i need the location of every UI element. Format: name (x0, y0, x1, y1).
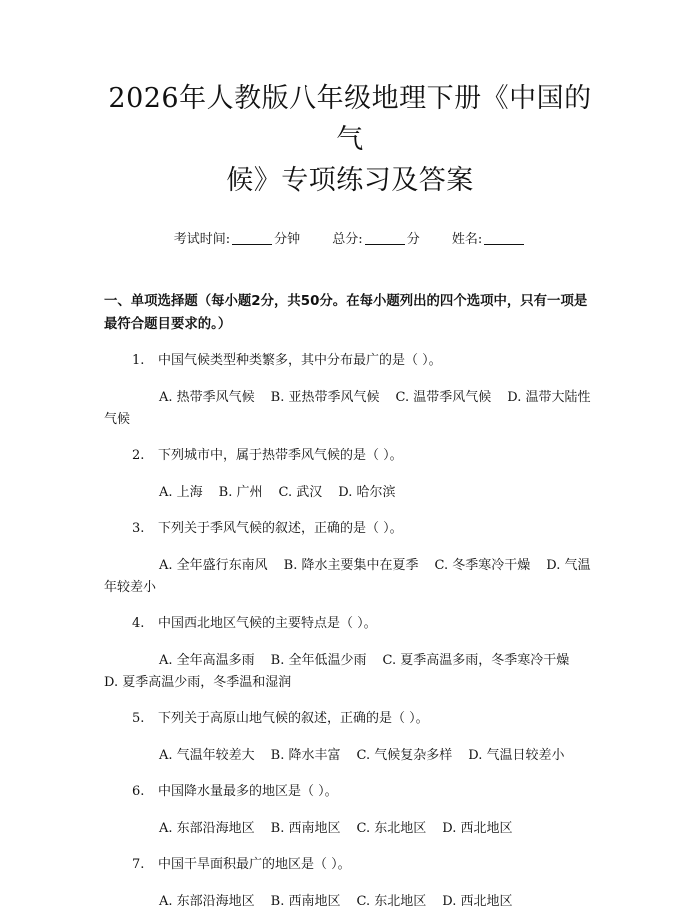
option-b: B. 降水丰富 (270, 748, 341, 763)
question-number: 1. (132, 353, 145, 368)
option-d: D. 西北地区 (442, 821, 513, 836)
question-number: 3. (132, 521, 145, 536)
question-item (104, 613, 596, 694)
question-options (104, 650, 596, 694)
question-stem (104, 445, 596, 467)
option-b: B. 西南地区 (270, 821, 341, 836)
option-b: B. 全年低温少雨 (270, 653, 367, 668)
question-number: 7. (132, 857, 145, 872)
option-d: D. 气温年较差小 (104, 558, 591, 595)
question-item (104, 854, 596, 913)
option-c: C. 气候复杂多样 (356, 748, 453, 763)
option-a: A. 气温年较差大 (159, 748, 255, 763)
option-a: A. 上海 (159, 485, 203, 500)
option-c: C. 夏季高温多雨，冬季寒冷干燥 (382, 653, 570, 668)
option-c: C. 东北地区 (356, 894, 427, 909)
question-item (104, 518, 596, 599)
student-name (452, 228, 526, 247)
question-options (104, 555, 596, 599)
option-d: D. 夏季高温少雨，冬季温和湿润 (104, 675, 292, 690)
name-blank (484, 232, 524, 245)
question-options (104, 891, 596, 913)
option-b: B. 西南地区 (270, 894, 341, 909)
question-text: 中国干旱面积最广的地区是（ ）。 (158, 857, 351, 872)
question-stem (104, 613, 596, 635)
question-text: 下列关于季风气候的叙述，正确的是（ ）。 (158, 521, 403, 536)
time-unit: 分钟 (274, 232, 301, 247)
question-item (104, 708, 596, 767)
option-d: D. 温带大陆性气候 (104, 390, 591, 427)
question-item (104, 350, 596, 431)
question-options (104, 387, 596, 431)
question-text: 中国西北地区气候的主要特点是（ ）。 (158, 616, 377, 631)
question-stem (104, 350, 596, 372)
time-label: 考试时间: (173, 232, 231, 247)
question-stem (104, 854, 596, 876)
option-d: D. 西北地区 (442, 894, 513, 909)
option-b: B. 广州 (218, 485, 263, 500)
title-line-1: 2026年人教版八年级地理下册《中国的气 (108, 83, 592, 155)
question-stem (104, 781, 596, 803)
option-a: A. 东部沿海地区 (159, 894, 255, 909)
question-number: 4. (132, 616, 145, 631)
score-blank (365, 232, 405, 245)
option-a: A. 全年高温多雨 (159, 653, 255, 668)
option-a: A. 全年盛行东南风 (159, 558, 268, 573)
question-options (104, 482, 596, 504)
question-text: 下列关于高原山地气候的叙述，正确的是（ ）。 (158, 711, 429, 726)
option-c: C. 温带季风气候 (395, 390, 492, 405)
exam-score (332, 228, 419, 247)
question-list (104, 350, 596, 913)
question-number: 6. (132, 784, 145, 799)
question-item (104, 781, 596, 840)
option-b: B. 降水主要集中在夏季 (283, 558, 419, 573)
option-d: D. 气温日较差小 (468, 748, 565, 763)
option-b: B. 亚热带季风气候 (270, 390, 380, 405)
exam-meta (104, 228, 596, 247)
option-c: C. 武汉 (278, 485, 323, 500)
question-stem (104, 518, 596, 540)
question-options (104, 745, 596, 767)
score-label: 总分: (332, 232, 363, 247)
name-label: 姓名: (451, 232, 483, 247)
section-header: 一、单项选择题（每小题2分，共50分。在每小题列出的四个选项中，只有一项是最符合题目要求的。） (104, 294, 588, 332)
title-line-2: 候》专项练习及答案 (226, 165, 474, 196)
option-c: C. 冬季寒冷干燥 (434, 558, 531, 573)
question-number: 5. (132, 711, 145, 726)
option-a: A. 热带季风气候 (159, 390, 255, 405)
score-unit: 分 (406, 232, 420, 247)
option-c: C. 东北地区 (356, 821, 427, 836)
exam-time (174, 228, 300, 247)
option-a: A. 东部沿海地区 (159, 821, 255, 836)
question-number: 2. (132, 448, 145, 463)
question-item (104, 445, 596, 504)
question-options (104, 818, 596, 840)
document-title (104, 78, 596, 201)
question-text: 中国气候类型种类繁多，其中分布最广的是（ ）。 (158, 353, 442, 368)
question-text: 下列城市中，属于热带季风气候的是（ ）。 (158, 448, 403, 463)
time-blank (232, 232, 272, 245)
question-text: 中国降水量最多的地区是（ ）。 (158, 784, 338, 799)
question-stem (104, 708, 596, 730)
option-d: D. 哈尔滨 (338, 485, 396, 500)
